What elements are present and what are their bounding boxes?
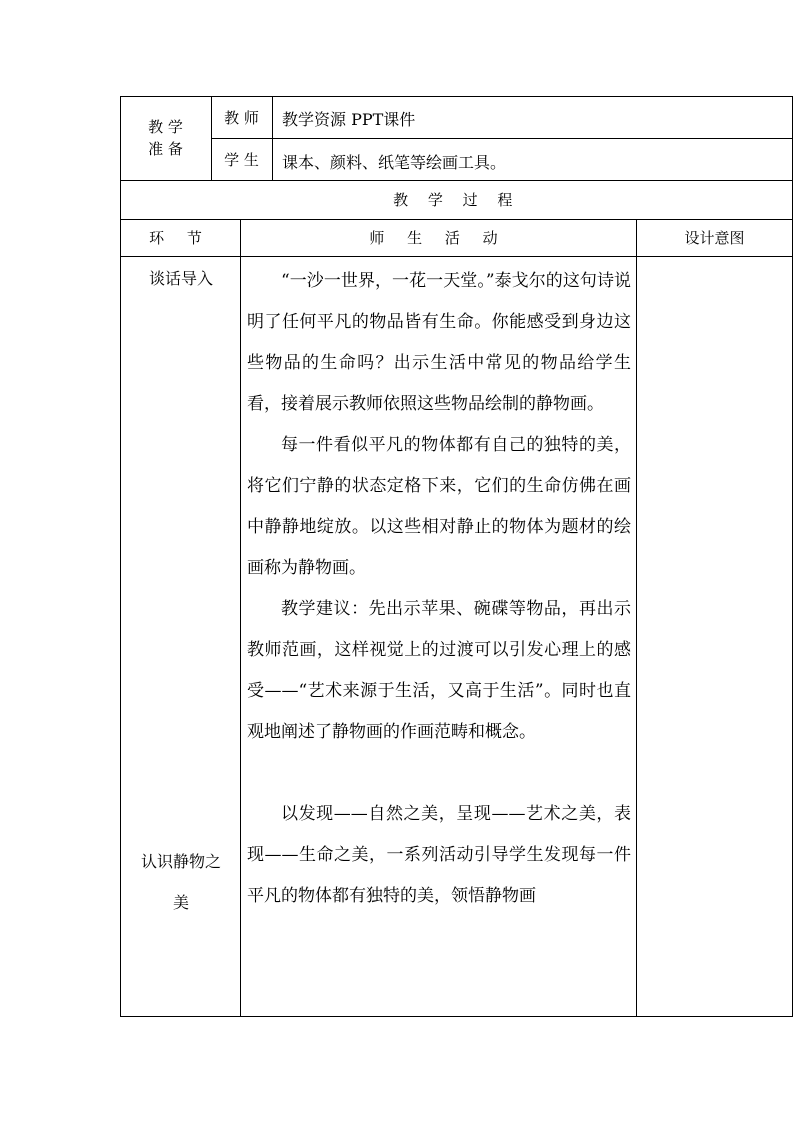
divider [636, 219, 637, 1017]
activity-paragraph: 每一件看似平凡的物体都有自己的独特的美，将它们宁静的状态定格下来，它们的生命仿佛在画中静静地绽放。以这些相对静止的物体为题材的绘画称为静物画。 [247, 435, 631, 578]
activity-content [247, 261, 631, 917]
activity-paragraph: “一沙一世界，一花一天堂。”泰戈尔的这句诗说明了任何平凡的物品皆有生命。你能感受到身边这些物品的生命吗？出示生活中常见的物品给学生看，接着展示教师依照这些物品绘制的静物画。 [247, 271, 631, 414]
stage-beauty-line1: 认识静物之 [140, 852, 221, 871]
teacher-content: 教学资源 PPT课件 [282, 110, 416, 129]
stage-beauty-line2: 美 [172, 893, 189, 912]
stage-intro: 谈话导入 [148, 269, 213, 288]
activity-paragraph: 以发现——自然之美，呈现——艺术之美，表现——生命之美，一系列活动引导学生发现每一件平凡的物体都有独特的美，领悟静物画 [247, 804, 631, 906]
teacher-label: 教 师 [224, 108, 259, 127]
divider [120, 256, 793, 257]
prep-label-line2: 准 备 [148, 140, 183, 158]
prep-label-line1: 教 学 [148, 118, 183, 136]
student-content: 课本、颜料、纸笔等绘画工具。 [282, 153, 507, 172]
student-label: 学 生 [224, 150, 259, 169]
header-intent: 设计意图 [684, 229, 745, 247]
prep-label [120, 96, 211, 180]
divider [240, 219, 241, 1017]
header-activity: 师 生 活 动 [369, 229, 507, 247]
process-title: 教 学 过 程 [393, 191, 520, 209]
divider [211, 138, 793, 139]
spacer [247, 753, 631, 794]
header-stage: 环 节 [149, 229, 211, 247]
lesson-plan-table [120, 96, 793, 1017]
activity-paragraph: 教学建议：先出示苹果、碗碟等物品，再出示教师范画，这样视觉上的过渡可以引发心理上的感受——“艺术来源于生活，又高于生活”。同时也直观地阐述了静物画的作画范畴和概念。 [247, 599, 631, 742]
